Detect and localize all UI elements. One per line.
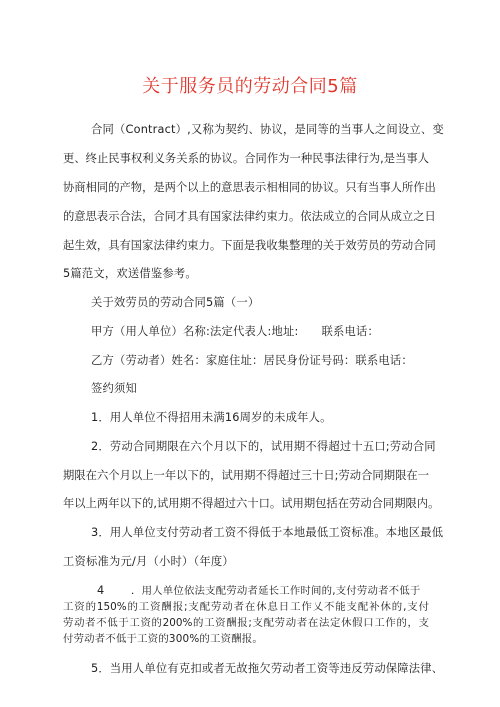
item-3-line-2: 工资标准为元/月（小时）（年度） bbox=[63, 555, 234, 568]
intro-line-5: 起生效，具有国家法律约束力。下面是我收集整理的关于效劳员的劳动合同 bbox=[63, 239, 436, 252]
item-4-line-2: 工资的150%的工资酬报;支配劳动者在休息日工作乂不能支配补休的,支付 bbox=[63, 601, 429, 613]
item-4-line-4: 付劳动者不低于工资的300%的工资酬报。 bbox=[63, 633, 263, 645]
party-a-line: 甲方（用人单位）名称:法定代表人:地址: 联系电话： bbox=[91, 325, 379, 338]
item-5: 5．当用人单位有克扣或者无故拖欠劳动者工资等违反劳动保障法律、 bbox=[91, 662, 444, 675]
item-2-line-1: 2．劳动合同期限在六个月以下的，试用期不得超过十五口;劳动合同 bbox=[91, 440, 436, 453]
item-2-line-2: 期限在六个月以上一年以下的，试用期不得超过三十日;劳动合同期限在一 bbox=[63, 469, 429, 482]
item-4-line-3: 劳动者不低于工资的200%的工资酬报;支配劳动者在法定休假口工作的，支 bbox=[63, 617, 429, 629]
section-heading: 关于效劳员的劳动合同5篇（一） bbox=[91, 296, 260, 309]
item-3-line-1: 3．用人单位支付劳动者工资不得低于本地最低工资标准。本地区最低 bbox=[91, 526, 444, 539]
intro-line-3: 协商相同的产物，是两个以上的意思表示相相同的协议。只有当事人所作出 bbox=[63, 181, 436, 194]
document-title: 关于服务员的劳动合同5篇 bbox=[142, 76, 358, 97]
party-b-line: 乙方（劳动者）姓名：家庭住址：居民身份证号码：联系电话： bbox=[91, 354, 413, 367]
intro-line-6: 5篇范文，欢送借鉴参考。 bbox=[63, 267, 197, 280]
item-4-line-1: ．用人单位依法支配劳动者延长工作时间的,支付劳动者不低于 bbox=[131, 585, 421, 597]
item-2-line-3: 年以上两年以下的,试用期不得超过六十口。试用期包括在劳动合同期限内。 bbox=[63, 497, 440, 510]
intro-line-2: 更、终止民事权利义务关系的协议。合同作为一种民事法律行为,是当事人 bbox=[63, 152, 429, 165]
notice-heading: 签约须知 bbox=[91, 382, 137, 395]
intro-line-1: 合同（Contract）,又称为契约、协议，是同等的当事人之间设立、变 bbox=[91, 123, 444, 136]
item-4-number: 4 bbox=[97, 584, 105, 597]
intro-line-4: 的意思表示合法，合同才具有国家法律约束力。依法成立的合同从成立之日 bbox=[63, 210, 436, 223]
item-1: 1．用人单位不得招用未满16周岁的未成年人。 bbox=[91, 411, 332, 424]
